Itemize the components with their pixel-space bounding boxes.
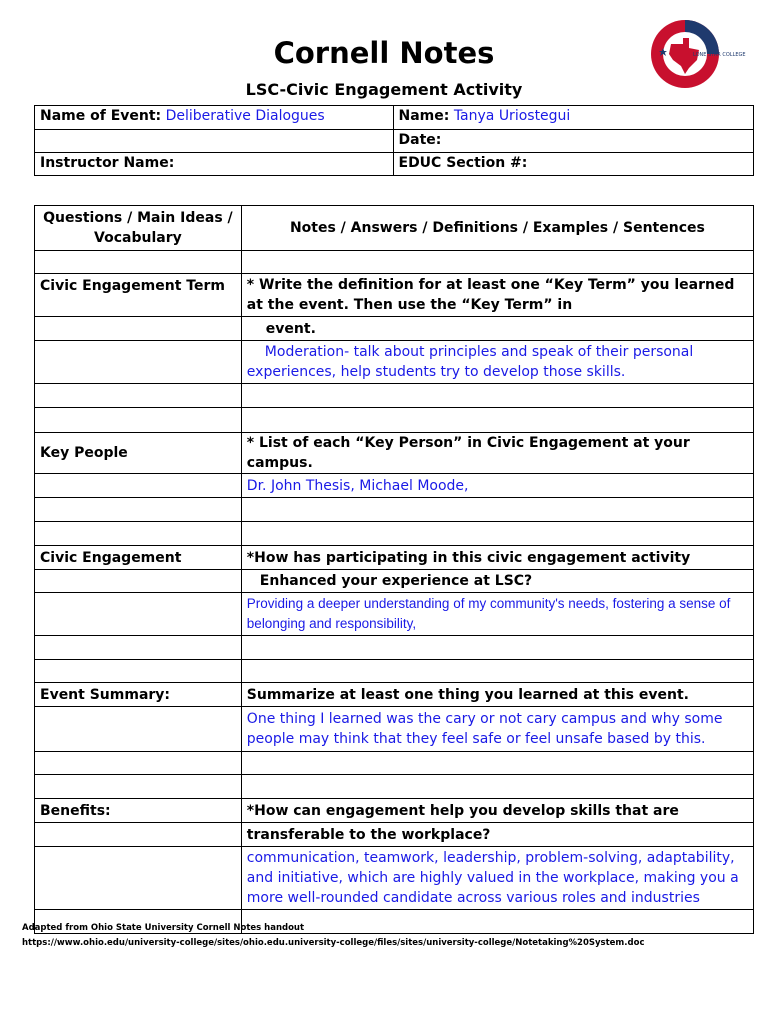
civic-term-prompt-continued: event. <box>241 317 753 341</box>
civic-term-prompt: * Write the definition for at least one “Key Term” you learned at the event. Then use the “Key Term” in <box>241 274 753 317</box>
blank-cell[interactable] <box>35 498 242 522</box>
footer-attribution: Adapted from Ohio State University Cornell Notes handout <box>22 923 305 933</box>
instructor-label: Instructor Name: <box>40 155 175 171</box>
info-table <box>34 105 754 176</box>
blank-cell[interactable] <box>241 775 753 799</box>
lone-star-college-logo <box>649 18 746 90</box>
blank-cell[interactable] <box>35 636 242 660</box>
student-name-value[interactable]: Tanya Uriostegui <box>453 108 571 124</box>
column-header-notes: Notes / Answers / Definitions / Examples / Sentences <box>241 206 753 251</box>
blank-cell[interactable] <box>35 341 242 384</box>
key-people-label: Key People <box>35 433 242 474</box>
instructor-cell[interactable] <box>35 153 394 176</box>
blank-cell[interactable] <box>241 384 753 408</box>
date-cell[interactable] <box>393 130 754 153</box>
column-header-questions: Questions / Main Ideas / Vocabulary <box>35 206 242 251</box>
student-name-cell <box>393 106 754 130</box>
blank-cell[interactable] <box>35 522 242 546</box>
key-people-answer[interactable]: Dr. John Thesis, Michael Moode, <box>241 474 753 498</box>
civic-term-label-text: Civic Engagement Term <box>40 278 225 294</box>
civic-term-answer[interactable]: Moderation- talk about principles and speak of their personal experiences, help students try to develop those skills. <box>241 341 753 384</box>
blank-cell[interactable] <box>241 408 753 433</box>
blank-cell[interactable] <box>35 317 242 341</box>
footer-source-link[interactable]: https://www.ohio.edu/university-college/sites/ohio.edu.university-college/files/sites/university-college/Notetaking%20System.doc <box>22 938 645 948</box>
civic-engagement-answer[interactable]: Providing a deeper understanding of my community's needs, fostering a sense of belonging and responsibility, <box>241 593 753 636</box>
student-name-label: Name: <box>398 108 450 124</box>
blank-cell[interactable] <box>241 522 753 546</box>
event-name-cell <box>35 106 394 130</box>
blank-cell[interactable] <box>35 752 242 775</box>
blank-cell[interactable] <box>35 474 242 498</box>
civic-engagement-prompt: *How has participating in this civic engagement activity <box>241 546 753 570</box>
civic-engagement-prompt-continued: Enhanced your experience at LSC? <box>241 570 753 593</box>
blank-cell[interactable] <box>35 707 242 752</box>
cornell-notes-table <box>34 205 754 934</box>
section-label: EDUC Section #: <box>398 155 528 171</box>
blank-cell[interactable] <box>35 408 242 433</box>
blank-cell[interactable] <box>241 636 753 660</box>
logo-text: LONE STAR COLLEGE <box>693 52 746 58</box>
blank-cell[interactable] <box>35 660 242 683</box>
blank-cell[interactable] <box>241 251 753 274</box>
blank-cell[interactable] <box>35 593 242 636</box>
blank-cell[interactable] <box>35 384 242 408</box>
benefits-label: Benefits: <box>35 799 242 823</box>
blank-cell[interactable] <box>35 251 242 274</box>
blank-cell[interactable] <box>35 570 242 593</box>
page-title: Cornell Notes <box>273 36 495 70</box>
section-cell[interactable] <box>393 153 754 176</box>
civic-term-label <box>35 274 242 317</box>
benefits-prompt-continued: transferable to the workplace? <box>241 823 753 847</box>
key-people-prompt: * List of each “Key Person” in Civic Engagement at your campus. <box>241 433 753 474</box>
date-label: Date: <box>398 132 442 148</box>
benefits-prompt: *How can engagement help you develop skills that are <box>241 799 753 823</box>
blank-cell[interactable] <box>241 752 753 775</box>
blank-cell[interactable] <box>35 775 242 799</box>
blank-cell[interactable] <box>35 847 242 910</box>
event-summary-prompt: Summarize at least one thing you learned at this event. <box>241 683 753 707</box>
blank-cell[interactable] <box>241 910 753 934</box>
page-subtitle: LSC-Civic Engagement Activity <box>245 80 523 99</box>
blank-cell[interactable] <box>241 660 753 683</box>
event-name-label: Name of Event: <box>40 108 162 124</box>
event-name-value[interactable]: Deliberative Dialogues <box>165 108 325 124</box>
civic-engagement-label: Civic Engagement <box>35 546 242 570</box>
benefits-answer[interactable]: communication, teamwork, leadership, problem-solving, adaptability, and initiative, which are highly valued in the workplace, making you a more well-rounded candidate across various roles and industries <box>241 847 753 910</box>
blank-cell[interactable] <box>35 823 242 847</box>
event-summary-label: Event Summary: <box>35 683 242 707</box>
empty-cell <box>35 130 394 153</box>
blank-cell[interactable] <box>241 498 753 522</box>
event-summary-answer[interactable]: One thing I learned was the cary or not cary campus and why some people may think that they feel safe or feel unsafe based by this. <box>241 707 753 752</box>
